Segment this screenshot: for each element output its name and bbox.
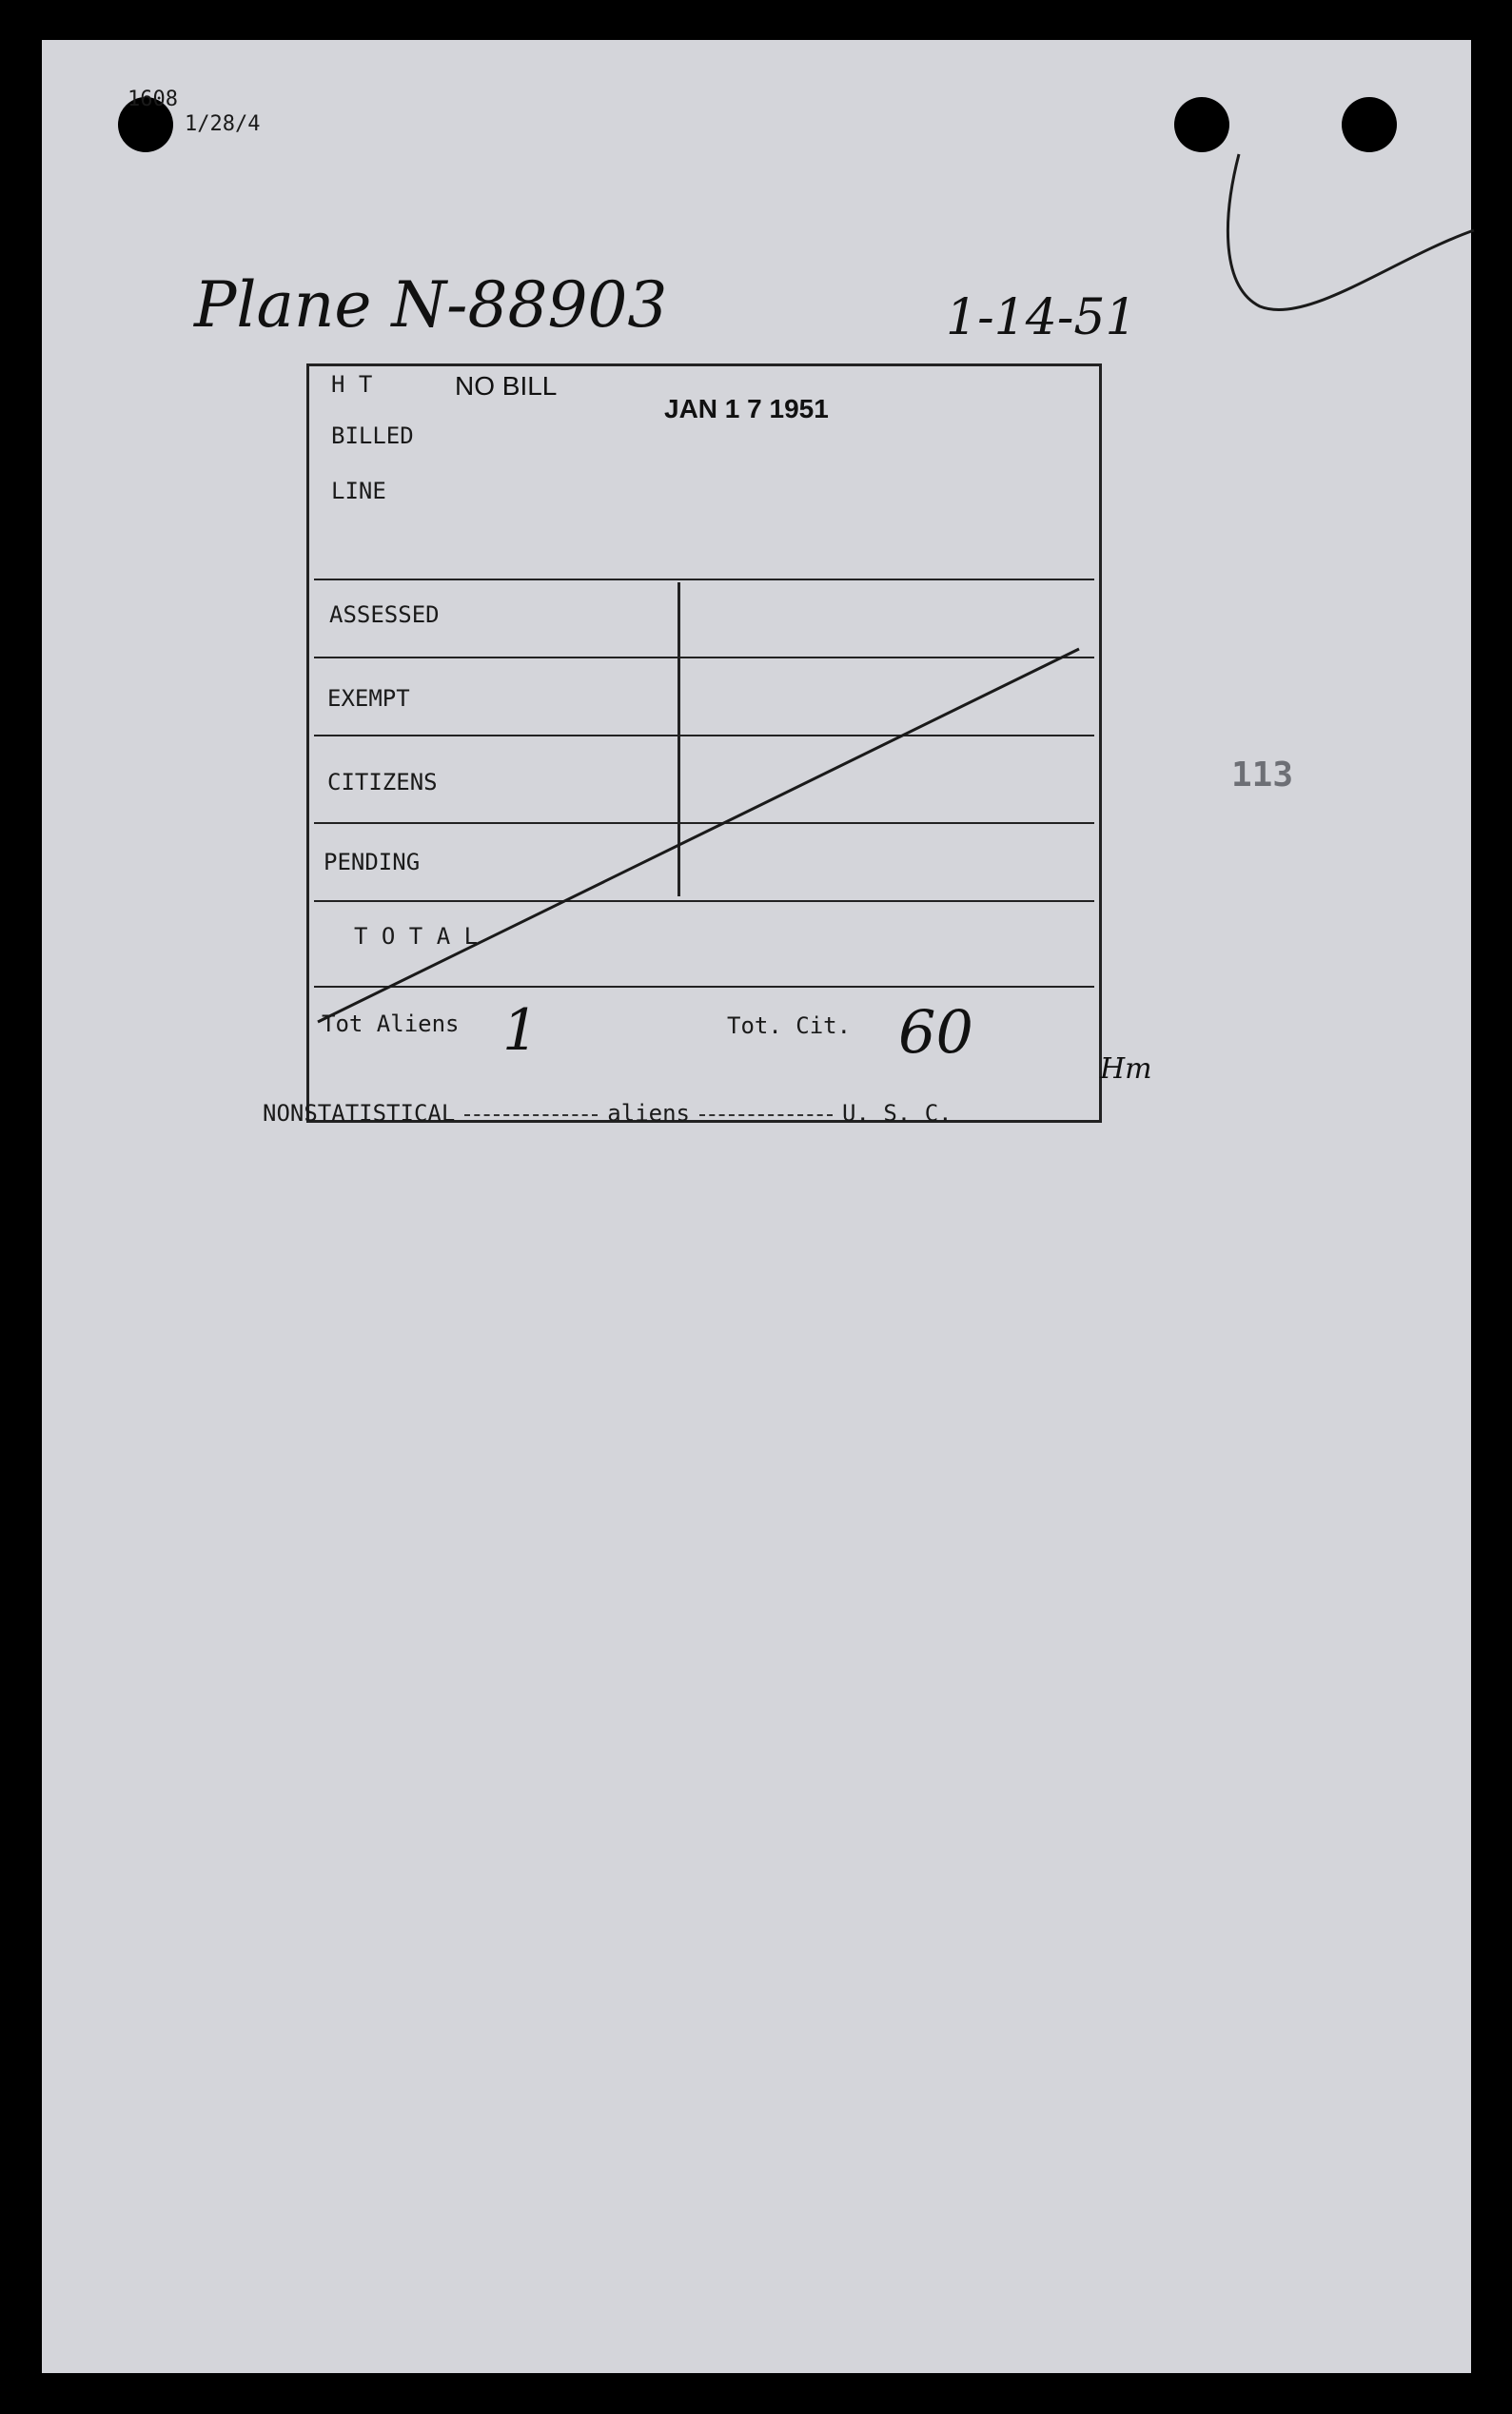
tot-aliens-value: 1 (502, 997, 540, 1064)
aliens-label: aliens (607, 1100, 690, 1127)
row-label-exempt: EXEMPT (327, 685, 410, 712)
tot-aliens-label: Tot Aliens (322, 1011, 460, 1037)
handwritten-curve (1184, 135, 1488, 363)
document-page (42, 40, 1471, 2373)
handwritten-initials: Hm (1100, 1052, 1152, 1086)
page-number: 113 (1231, 756, 1294, 795)
billed-label: BILLED (331, 422, 414, 449)
row-label-assessed: ASSESSED (329, 601, 440, 628)
ht-label: H T (331, 371, 373, 398)
no-bill-stamp: NO BILL (455, 371, 558, 401)
nonstatistical-blank (464, 1113, 598, 1116)
total-label: T O T A L (354, 923, 479, 950)
usc-label: U. S. C. (842, 1100, 952, 1127)
row-label-citizens: CITIZENS (327, 769, 438, 795)
table-rule-top (314, 579, 1094, 580)
strike-through-line (308, 592, 1098, 1030)
handwritten-plane-number: Plane N-88903 (194, 268, 668, 342)
nonstatistical-line (263, 1100, 952, 1127)
line-label: LINE (331, 478, 386, 504)
handwritten-date: 1-14-51 (946, 289, 1137, 346)
form-number: 1608 (128, 88, 178, 111)
tot-cit-label: Tot. Cit. (727, 1012, 852, 1039)
aliens-blank (699, 1113, 833, 1116)
nonstatistical-label: NONSTATISTICAL (263, 1100, 456, 1127)
tot-cit-value: 60 (898, 997, 973, 1067)
form-date: 1/28/4 (185, 112, 261, 136)
row-label-pending: PENDING (324, 849, 421, 875)
date-stamp: JAN 1 7 1951 (664, 394, 829, 423)
